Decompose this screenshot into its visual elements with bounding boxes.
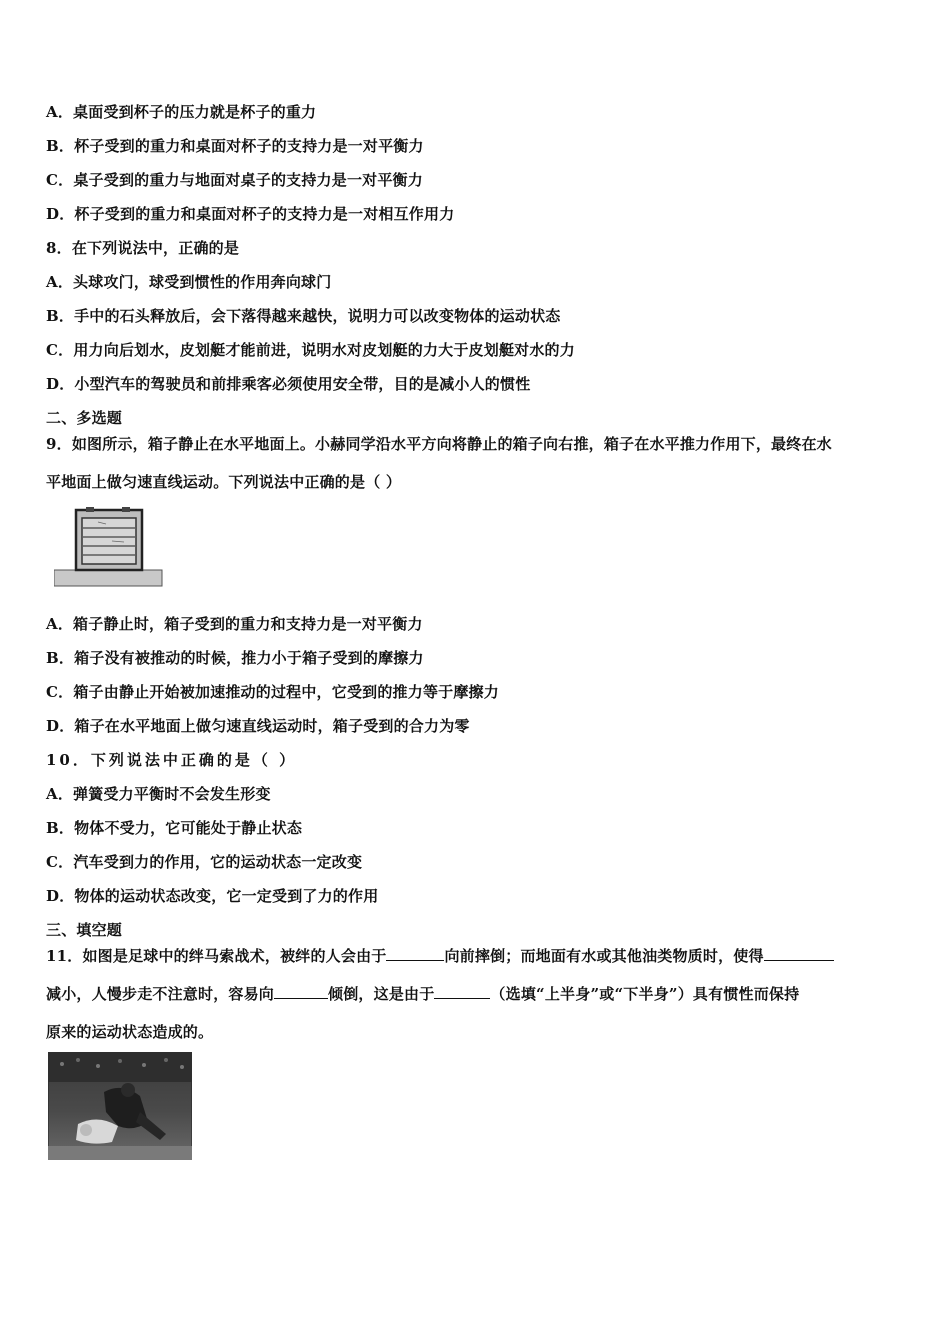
q9-stem-line1: 9．如图所示，箱子静止在水平地面上。小赫同学沿水平方向将静止的箱子向右推，箱子在水平推力作用下，最终在水 bbox=[46, 435, 832, 453]
q11-blank-4[interactable] bbox=[434, 984, 490, 999]
q8-option-d: D．小型汽车的驾驶员和前排乘客必须使用安全带，目的是减小人的惯性 bbox=[46, 375, 531, 393]
q10-option-c: C．汽车受到力的作用，它的运动状态一定改变 bbox=[46, 853, 363, 871]
q9-stem-line2: 平地面上做匀速直线运动。下列说法中正确的是（ ） bbox=[46, 473, 402, 491]
section-heading-multiple-choice: 二、多选题 bbox=[46, 409, 123, 427]
section-heading-fill-in: 三、填空题 bbox=[46, 921, 123, 939]
q11-text-2: 向前摔倒；而地面有水或其他油类物质时，使得 bbox=[444, 947, 764, 965]
box-on-ground-figure bbox=[54, 506, 164, 588]
q11-text-4: 倾倒，这是由于 bbox=[328, 985, 435, 1003]
football-trip-photo bbox=[48, 1052, 192, 1160]
q7-option-c: C．桌子受到的重力与地面对桌子的支持力是一对平衡力 bbox=[46, 171, 423, 189]
q11-line3: 原来的运动状态造成的。 bbox=[46, 1023, 214, 1041]
q8-stem: 8．在下列说法中，正确的是 bbox=[46, 239, 240, 257]
q7-option-a: A．桌面受到杯子的压力就是杯子的重力 bbox=[46, 103, 317, 121]
q11-text-3: 减小，人慢步走不注意时，容易向 bbox=[46, 985, 275, 1003]
q11-text-5: （选填“上半身”或“下半身”）具有惯性而保持 bbox=[490, 985, 800, 1003]
q8-option-b: B．手中的石头释放后，会下落得越来越快，说明力可以改变物体的运动状态 bbox=[46, 307, 561, 325]
q8-option-a: A．头球攻门，球受到惯性的作用奔向球门 bbox=[46, 273, 332, 291]
q11-blank-3[interactable] bbox=[274, 984, 328, 999]
q11-line2 bbox=[46, 984, 799, 1004]
q10-option-d: D．物体的运动状态改变，它一定受到了力的作用 bbox=[46, 887, 379, 905]
q7-option-b: B．杯子受到的重力和桌面对杯子的支持力是一对平衡力 bbox=[46, 137, 424, 155]
q11-blank-2[interactable] bbox=[764, 946, 834, 961]
q11-text-1: 11．如图是足球中的绊马索战术，被绊的人会由于 bbox=[46, 947, 387, 965]
q10-option-a: A．弹簧受力平衡时不会发生形变 bbox=[46, 785, 271, 803]
q10-stem: 10．下列说法中正确的是（ ） bbox=[46, 751, 298, 769]
q9-option-a: A．箱子静止时，箱子受到的重力和支持力是一对平衡力 bbox=[46, 615, 423, 633]
q7-option-d: D．杯子受到的重力和桌面对杯子的支持力是一对相互作用力 bbox=[46, 205, 455, 223]
q9-option-c: C．箱子由静止开始被加速推动的过程中，它受到的推力等于摩擦力 bbox=[46, 683, 499, 701]
q11-line1 bbox=[46, 946, 834, 966]
q10-option-b: B．物体不受力，它可能处于静止状态 bbox=[46, 819, 303, 837]
q9-option-b: B．箱子没有被推动的时候，推力小于箱子受到的摩擦力 bbox=[46, 649, 424, 667]
q8-option-c: C．用力向后划水，皮划艇才能前进，说明水对皮划艇的力大于皮划艇对水的力 bbox=[46, 341, 575, 359]
q9-option-d: D．箱子在水平地面上做匀速直线运动时，箱子受到的合力为零 bbox=[46, 717, 470, 735]
q11-blank-1[interactable] bbox=[386, 946, 444, 961]
